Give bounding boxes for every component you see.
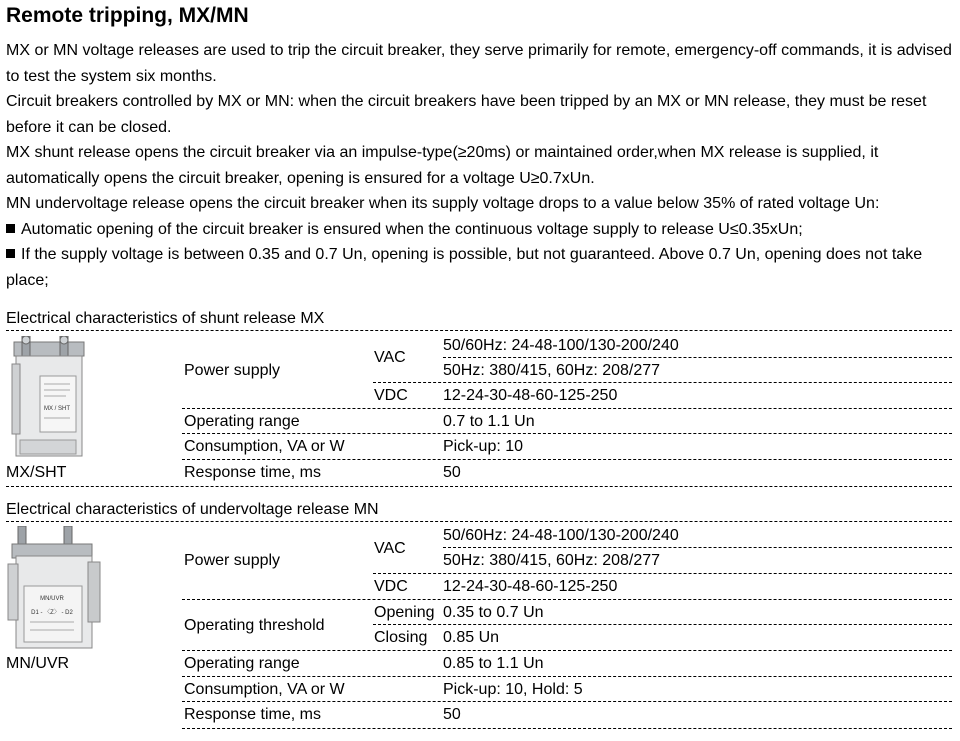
mn-device-image bbox=[4, 526, 104, 652]
divider bbox=[182, 599, 952, 600]
divider bbox=[443, 547, 952, 548]
divider bbox=[443, 357, 952, 358]
square-bullet-icon bbox=[6, 249, 15, 258]
mn-response-value: 50 bbox=[443, 706, 461, 723]
square-bullet-icon bbox=[6, 224, 15, 233]
mn-vdc-value: 12-24-30-48-60-125-250 bbox=[443, 578, 618, 595]
paragraph: MN undervoltage release opens the circuit breaker when its supply voltage drops to a value below 35% of rated voltage Un: bbox=[6, 195, 880, 212]
divider bbox=[373, 624, 952, 625]
divider bbox=[182, 433, 952, 434]
divider bbox=[182, 728, 952, 729]
divider bbox=[182, 408, 952, 409]
page-title: Remote tripping, MX/MN bbox=[6, 4, 249, 27]
divider bbox=[6, 486, 952, 487]
mx-response-value: 50 bbox=[443, 464, 461, 481]
mn-range-label: Operating range bbox=[184, 655, 300, 672]
bullet-item bbox=[6, 217, 954, 243]
intro-text bbox=[6, 38, 954, 293]
mx-response-label: Response time, ms bbox=[184, 464, 321, 481]
bullet-text: Automatic opening of the circuit breaker is ensured when the continuous voltage supply to release U≤0.35xUn; bbox=[21, 220, 803, 238]
paragraph: MX shunt release opens the circuit breaker via an impulse-type(≥20ms) or maintained order,when MX release is supplied, it automatically opens the circuit breaker, opening is ensured for a voltage U≥0.7xUn. bbox=[6, 144, 879, 187]
device-label-text: MN/UVR bbox=[40, 596, 64, 602]
bullet-item bbox=[6, 242, 954, 293]
mn-opening-value: 0.35 to 0.7 Un bbox=[443, 604, 544, 621]
mn-power-supply-label: Power supply bbox=[184, 552, 281, 569]
mn-response-label: Response time, ms bbox=[184, 706, 321, 723]
mn-closing-value: 0.85 Un bbox=[443, 629, 500, 646]
mx-device-image bbox=[4, 336, 92, 462]
mn-vac-value-1: 50/60Hz: 24-48-100/130-200/240 bbox=[443, 527, 679, 544]
device-label-text: D1 - 〈Z〉 - D2 bbox=[31, 610, 73, 616]
mn-device-label: MN/UVR bbox=[6, 655, 70, 672]
divider bbox=[182, 650, 952, 651]
mn-vac-label: VAC bbox=[374, 540, 406, 557]
divider bbox=[182, 701, 952, 702]
mx-vdc-label: VDC bbox=[374, 387, 408, 404]
mx-vac-value-1: 50/60Hz: 24-48-100/130-200/240 bbox=[443, 337, 679, 354]
mx-consumption-value: Pick-up: 10 bbox=[443, 438, 524, 455]
mn-consumption-label: Consumption, VA or W bbox=[184, 681, 345, 698]
mx-device-label: MX/SHT bbox=[6, 464, 67, 481]
device-label-text: MX / SHT bbox=[44, 406, 71, 412]
mx-range-value: 0.7 to 1.1 Un bbox=[443, 413, 535, 430]
paragraph: Circuit breakers controlled by MX or MN: when the circuit breakers have been tripped by an MX or MN release, they must be reset before it can be closed. bbox=[6, 93, 927, 136]
divider bbox=[182, 459, 952, 460]
mx-vac-label: VAC bbox=[374, 349, 406, 366]
mx-vdc-value: 12-24-30-48-60-125-250 bbox=[443, 387, 618, 404]
bullet-text: If the supply voltage is between 0.35 and 0.7 Un, opening is possible, but not guaranteed. Above 0.7 Un, opening does not take place; bbox=[6, 246, 923, 289]
mn-opening-label: Opening bbox=[374, 604, 435, 621]
divider bbox=[373, 382, 952, 383]
mx-section-title: Electrical characteristics of shunt release MX bbox=[6, 310, 325, 327]
mn-threshold-label: Operating threshold bbox=[184, 617, 325, 634]
mn-vdc-label: VDC bbox=[374, 578, 408, 595]
mn-closing-label: Closing bbox=[374, 629, 428, 646]
mn-vac-value-2: 50Hz: 380/415, 60Hz: 208/277 bbox=[443, 552, 661, 569]
mn-range-value: 0.85 to 1.1 Un bbox=[443, 655, 544, 672]
divider bbox=[182, 676, 952, 677]
mn-section-title: Electrical characteristics of undervoltage release MN bbox=[6, 501, 379, 518]
divider bbox=[6, 330, 952, 331]
mn-consumption-value: Pick-up: 10, Hold: 5 bbox=[443, 681, 583, 698]
mx-range-label: Operating range bbox=[184, 413, 300, 430]
mx-vac-value-2: 50Hz: 380/415, 60Hz: 208/277 bbox=[443, 362, 661, 379]
divider bbox=[6, 521, 952, 522]
paragraph: MX or MN voltage releases are used to trip the circuit breaker, they serve primarily for remote, emergency-off commands, it is advised to test the system six months. bbox=[6, 42, 952, 85]
mx-consumption-label: Consumption, VA or W bbox=[184, 438, 345, 455]
mx-power-supply-label: Power supply bbox=[184, 362, 281, 379]
divider bbox=[373, 573, 952, 574]
